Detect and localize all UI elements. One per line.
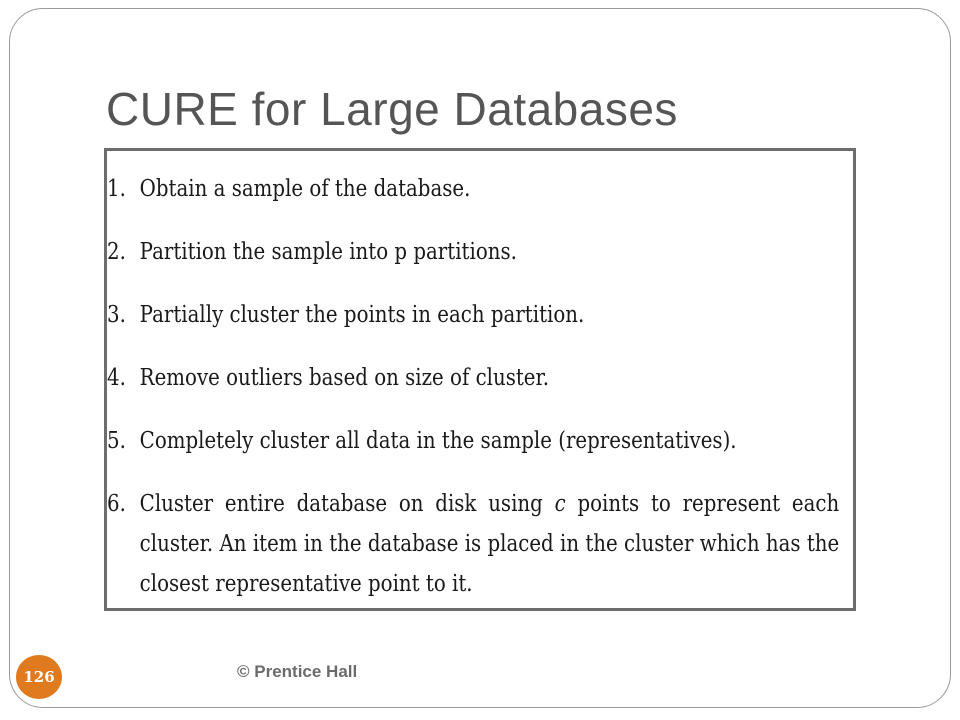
step-text: Partially cluster the points in each partition. — [139, 302, 585, 328]
step-number: 2. — [107, 239, 126, 265]
step-variable: c — [554, 491, 566, 517]
step-text: Remove outliers based on size of cluster. — [139, 365, 550, 391]
step-6 — [107, 484, 839, 604]
step-5 — [107, 421, 839, 461]
slide-title: CURE for Large Databases — [106, 83, 678, 135]
step-2 — [107, 232, 839, 272]
steps-list — [107, 169, 841, 627]
step-number: 5. — [107, 428, 126, 454]
page-number-badge: 126 — [16, 655, 62, 699]
step-4 — [107, 358, 839, 398]
step-3 — [107, 295, 839, 335]
step-text: Partition the sample into p partitions. — [139, 239, 517, 265]
step-text: Obtain a sample of the database. — [139, 176, 471, 202]
step-text-before: Cluster entire database on disk using — [139, 491, 555, 517]
step-1 — [107, 169, 839, 209]
step-text: Completely cluster all data in the sample (representatives). — [139, 428, 737, 454]
footer-copyright: © Prentice Hall — [237, 662, 358, 681]
step-number: 3. — [107, 302, 126, 328]
step-text-after: points to represent each cluster. An item in the database is placed in the cluster which has the closest representative point to it. — [139, 491, 840, 597]
step-number: 1. — [107, 176, 126, 202]
step-number: 6. — [107, 491, 126, 517]
step-text — [140, 484, 840, 604]
algorithm-box — [104, 148, 856, 611]
step-number: 4. — [107, 365, 126, 391]
